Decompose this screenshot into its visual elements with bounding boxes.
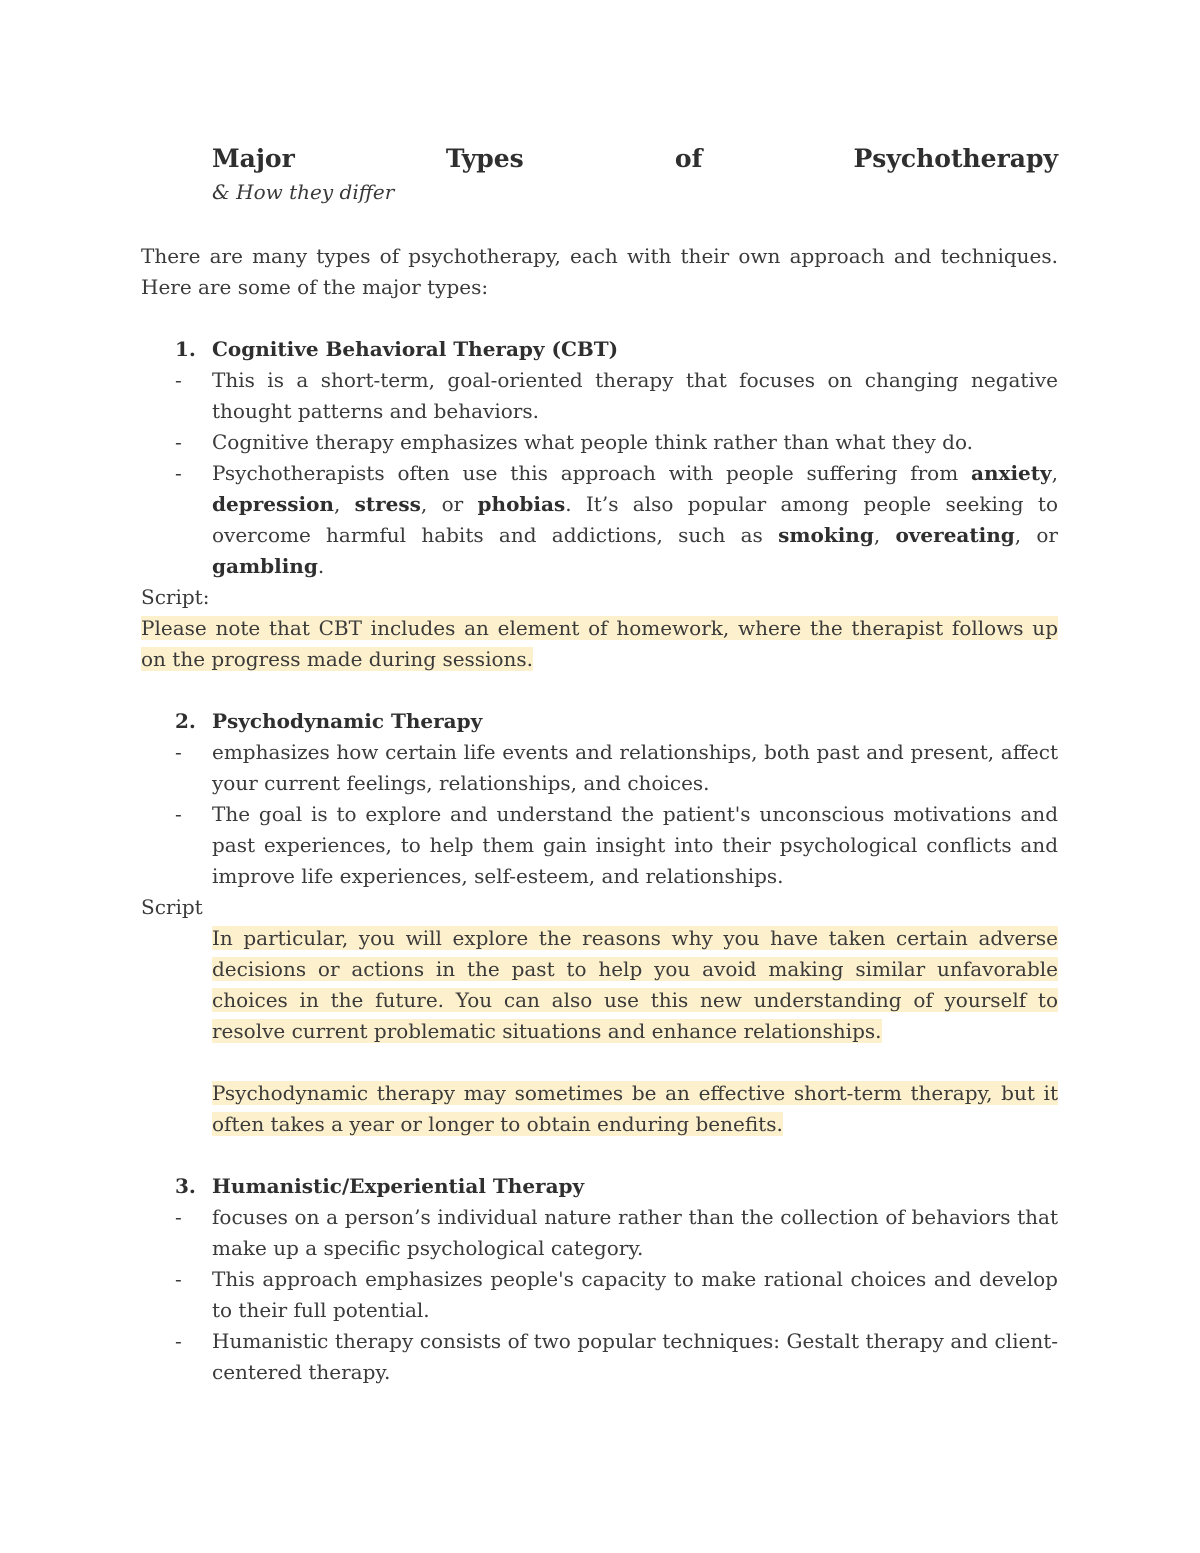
list-item: - focuses on a person’s individual nature rather than the collection of behaviors that make up a specific psychological category. bbox=[175, 1205, 1058, 1260]
section-number: 3. bbox=[175, 1174, 196, 1198]
script-label: Script: bbox=[141, 585, 210, 609]
script-text: In particular, you will explore the reasons why you have taken certain adverse decisions or actions in the past to help you avoid making similar unfavorable choices in the future. You can also use this new understanding of yourself to resolve current problematic situations and enhance relationships. bbox=[212, 926, 1058, 1043]
section-number: 1. bbox=[175, 337, 196, 361]
title-word: Major bbox=[212, 144, 295, 173]
title-word: of bbox=[674, 144, 703, 173]
humanistic-bullet-list bbox=[141, 1202, 1058, 1388]
section-heading-humanistic bbox=[175, 1171, 1058, 1202]
page-subtitle: & How they differ bbox=[212, 180, 395, 204]
page-title bbox=[212, 141, 1058, 177]
list-item: - The goal is to explore and understand the patient's unconscious motivations and past experiences, to help them gain insight into their psychological conflicts and improve life experiences, self-esteem, and relationships. bbox=[175, 802, 1058, 888]
list-item: - This is a short-term, goal-oriented therapy that focuses on changing negative thought patterns and behaviors. bbox=[175, 368, 1058, 423]
document-body bbox=[141, 141, 1058, 1388]
script-label: Script bbox=[141, 895, 203, 919]
title-word: Types bbox=[445, 144, 524, 173]
script-text: Please note that CBT includes an element of homework, where the therapist follows up on the progress made during sessions. bbox=[141, 616, 1058, 671]
list-item: - emphasizes how certain life events and relationships, both past and present, affect your current feelings, relationships, and choices. bbox=[175, 740, 1058, 795]
section-heading-cbt bbox=[175, 334, 1058, 365]
section-title: Humanistic/Experiential Therapy bbox=[212, 1174, 585, 1198]
list-item: - Cognitive therapy emphasizes what people think rather than what they do. bbox=[175, 430, 973, 454]
list-item: - Humanistic therapy consists of two popular techniques: Gestalt therapy and client-centered therapy. bbox=[175, 1329, 1058, 1384]
cbt-bullet-list bbox=[141, 365, 1058, 582]
title-word: Psychotherapy bbox=[853, 144, 1058, 173]
section-title: Psychodynamic Therapy bbox=[212, 709, 483, 733]
list-item: - Psychotherapists often use this approach with people suffering from anxiety, depression, stress, or phobias. It’s also popular among people seeking to overcome harmful habits and addictions, such as smoking, overeating, or gambling. bbox=[175, 461, 1058, 578]
section-heading-psychodynamic bbox=[175, 706, 1058, 737]
section-number: 2. bbox=[175, 709, 196, 733]
script-text: Psychodynamic therapy may sometimes be an effective short-term therapy, but it often takes a year or longer to obtain enduring benefits. bbox=[212, 1081, 1058, 1136]
section-title: Cognitive Behavioral Therapy (CBT) bbox=[212, 337, 619, 361]
psychodynamic-bullet-list bbox=[141, 737, 1058, 892]
intro-paragraph: There are many types of psychotherapy, each with their own approach and techniques. Here are some of the major types: bbox=[141, 244, 1058, 299]
list-item: - This approach emphasizes people's capacity to make rational choices and develop to their full potential. bbox=[175, 1267, 1058, 1322]
